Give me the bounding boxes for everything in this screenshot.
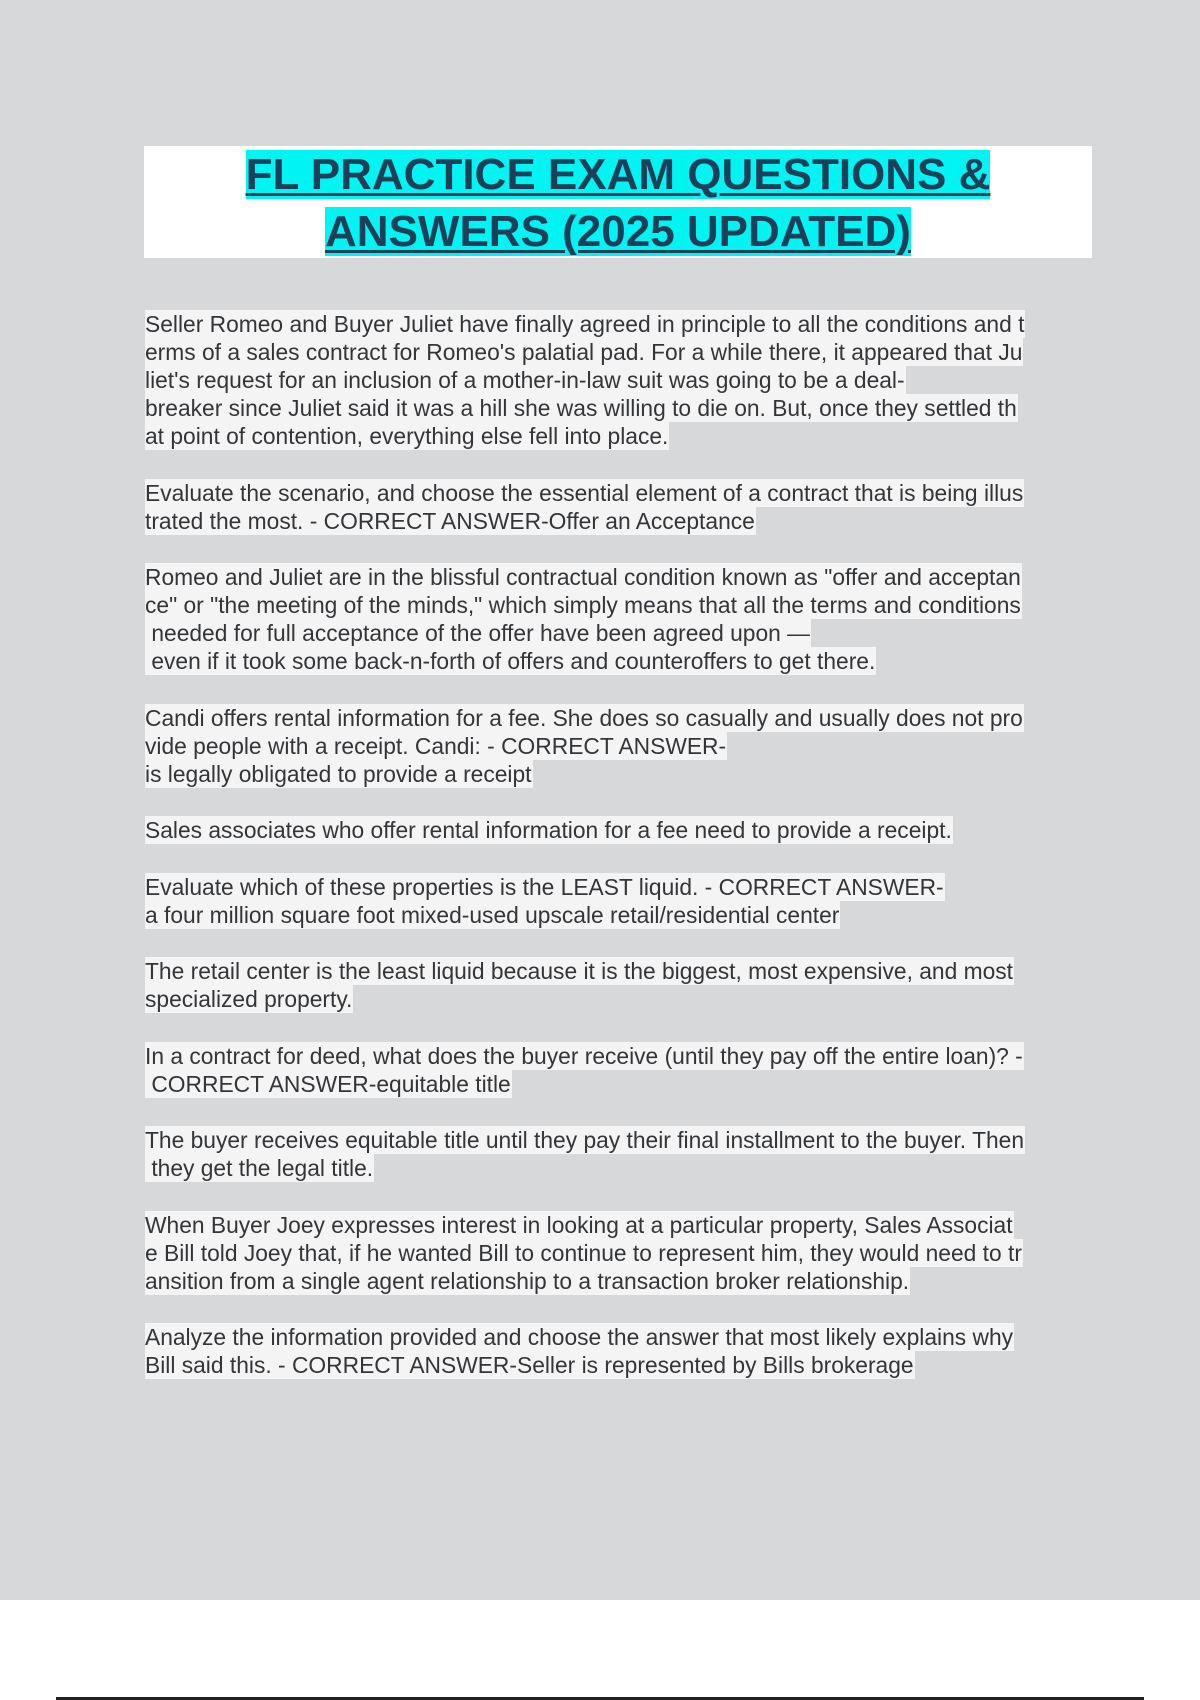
- paragraph: [145, 310, 1085, 450]
- paragraph: [145, 479, 1085, 535]
- text-line: needed for full acceptance of the offer have been agreed upon —: [145, 620, 810, 646]
- title-line-2: ANSWERS (2025 UPDATED): [325, 207, 911, 256]
- text-line: Bill said this. - CORRECT ANSWER-Seller is represented by Bills brokerage: [145, 1352, 914, 1378]
- text-line: they get the legal title.: [145, 1155, 374, 1181]
- text-line: The buyer receives equitable title until they pay their final installment to the buyer. Then: [145, 1127, 1025, 1153]
- text-line: at point of contention, everything else fell into place.: [145, 423, 669, 449]
- text-line: specialized property.: [145, 986, 353, 1012]
- text-line: trated the most. - CORRECT ANSWER-Offer an Acceptance: [145, 507, 755, 534]
- text-line: Analyze the information provided and choose the answer that most likely explains why: [145, 1324, 1014, 1350]
- title-box: [144, 146, 1092, 258]
- paragraph: [145, 704, 1085, 788]
- text-line: Evaluate the scenario, and choose the essential element of a contract that is being illus: [145, 479, 1024, 506]
- paragraph: [145, 957, 1085, 1013]
- title-line-1: FL PRACTICE EXAM QUESTIONS &: [245, 150, 991, 199]
- text-line: Romeo and Juliet are in the blissful contractual condition known as "offer and acceptan: [145, 564, 1021, 590]
- text-line: ce" or "the meeting of the minds," which simply means that all the terms and conditions: [145, 592, 1021, 618]
- text-line: Candi offers rental information for a fee. She does so casually and usually does not pro: [145, 704, 1023, 731]
- text-line: breaker since Juliet said it was a hill she was willing to die on. But, once they settled th: [145, 395, 1017, 421]
- text-line: erms of a sales contract for Romeo's palatial pad. For a while there, it appeared that Ju: [145, 339, 1023, 365]
- text-line: Seller Romeo and Buyer Juliet have finally agreed in principle to all the conditions and t: [145, 311, 1025, 337]
- paragraph: [145, 1211, 1085, 1295]
- text-line: The retail center is the least liquid because it is the biggest, most expensive, and most: [145, 958, 1014, 984]
- paragraph: [145, 563, 1085, 675]
- text-line: vide people with a receipt. Candi: - CORRECT ANSWER-: [145, 732, 727, 759]
- paragraph: [145, 1126, 1085, 1182]
- text-line: is legally obligated to provide a receipt: [145, 760, 532, 787]
- text-line: Evaluate which of these properties is the LEAST liquid. - CORRECT ANSWER-: [145, 873, 944, 900]
- text-line: When Buyer Joey expresses interest in looking at a particular property, Sales Associat: [145, 1211, 1013, 1238]
- text-line: CORRECT ANSWER-equitable title: [145, 1070, 511, 1097]
- paragraph: [145, 816, 1085, 844]
- text-line: e Bill told Joey that, if he wanted Bill to continue to represent him, they would need to tr: [145, 1239, 1022, 1266]
- paragraph: [145, 1323, 1085, 1379]
- text-line: ansition from a single agent relationship to a transaction broker relationship.: [145, 1267, 910, 1294]
- text-line: even if it took some back-n-forth of offers and counteroffers to get there.: [145, 648, 876, 674]
- text-line: liet's request for an inclusion of a mother-in-law suit was going to be a deal-: [145, 367, 905, 393]
- text-line: a four million square foot mixed-used upscale retail/residential center: [145, 901, 840, 928]
- text-line: Sales associates who offer rental information for a fee need to provide a receipt.: [145, 817, 952, 843]
- paragraph: [145, 1042, 1085, 1098]
- document-body: [145, 310, 1085, 1408]
- paragraph: [145, 873, 1085, 929]
- text-line: In a contract for deed, what does the buyer receive (until they pay off the entire loan)? -: [145, 1042, 1023, 1069]
